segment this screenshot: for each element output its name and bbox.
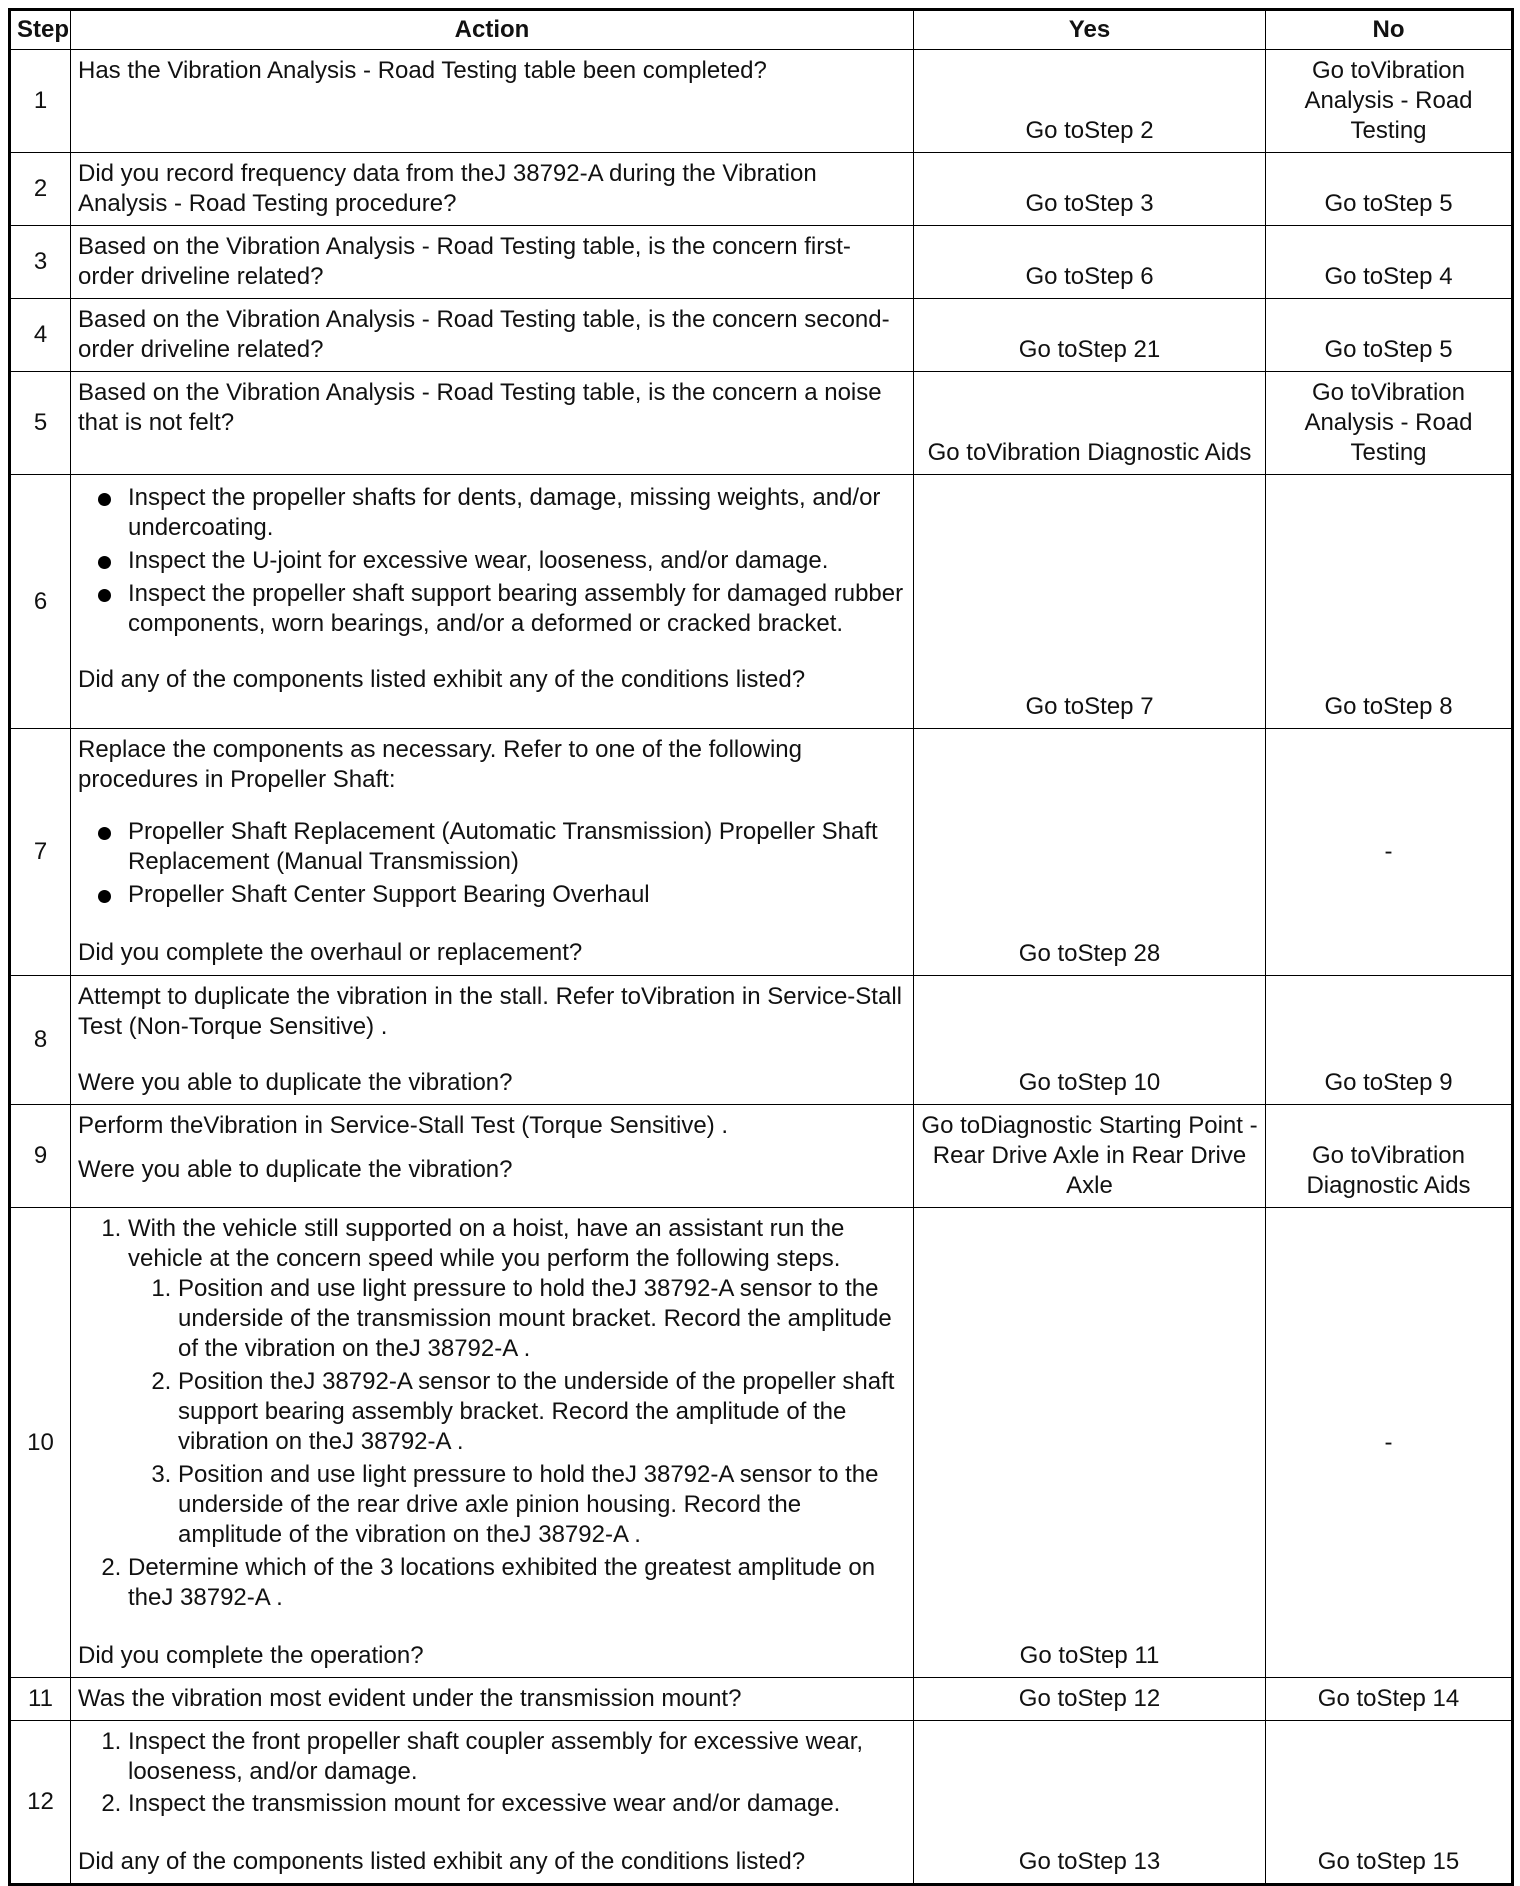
numbered-item: 2. Inspect the transmission mount for excessive wear and/or damage. [128,1789,906,1819]
action-text: Has the Vibration Analysis - Road Testing table been completed? [71,50,914,153]
header-yes: Yes [914,10,1266,50]
yes-link[interactable]: Go toDiagnostic Starting Point - Rear Drive Axle in Rear Drive Axle [914,1105,1266,1208]
table-row [10,299,1513,372]
yes-link[interactable]: Go toStep 28 [914,729,1266,976]
question-text: Did you complete the overhaul or replacement? [78,939,583,966]
no-link[interactable]: Go toStep 5 [1266,299,1513,372]
step-number: 9 [10,1105,71,1208]
numbered-item: 2. Determine which of the 3 locations exhibited the greatest amplitude on theJ 38792-A . [128,1553,906,1613]
numbered-list [78,1727,906,1819]
action-cell [71,1208,914,1678]
action-cell [71,729,914,976]
no-link[interactable]: Go toStep 8 [1266,475,1513,729]
yes-link[interactable]: Go toStep 2 [914,50,1266,153]
action-cell [71,1721,914,1885]
bullet-list [78,483,906,639]
yes-link[interactable]: Go toStep 21 [914,299,1266,372]
no-link: - [1266,729,1513,976]
header-no: No [1266,10,1513,50]
step-number: 11 [10,1678,71,1721]
action-text: Was the vibration most evident under the transmission mount? [71,1678,914,1721]
yes-link[interactable]: Go toStep 13 [914,1721,1266,1885]
action-text: Based on the Vibration Analysis - Road Testing table, is the concern first-order driveline related? [71,226,914,299]
table-row [10,1208,1513,1678]
no-link[interactable]: Go toStep 4 [1266,226,1513,299]
numbered-item [128,1214,906,1550]
action-cell [71,976,914,1105]
table-row [10,1678,1513,1721]
diagnostic-table [8,8,1514,1886]
action-text: Based on the Vibration Analysis - Road Testing table, is the concern a noise that is not felt? [71,372,914,475]
no-link[interactable]: Go toStep 5 [1266,153,1513,226]
step-number: 2 [10,153,71,226]
question-text: Did any of the components listed exhibit any of the conditions listed? [78,666,806,693]
action-cell [71,475,914,729]
table-row [10,226,1513,299]
table-row [10,1721,1513,1885]
header-action: Action [71,10,914,50]
intro-text: Replace the components as necessary. Refer to one of the following procedures in Propeller Shaft: [78,736,802,793]
sub-item: 1. Position and use light pressure to hold theJ 38792-A sensor to the underside of the transmission mount bracket. Record the amplitude of the vibration on theJ 38792-A . [178,1274,906,1364]
yes-link[interactable]: Go toStep 6 [914,226,1266,299]
no-link[interactable]: Go toVibration Diagnostic Aids [1266,1105,1513,1208]
numbered-item: 1. Inspect the front propeller shaft coupler assembly for excessive wear, looseness, and/or damage. [128,1727,906,1787]
question-text: Were you able to duplicate the vibration? [78,1156,513,1183]
table-row [10,729,1513,976]
yes-link[interactable]: Go toStep 10 [914,976,1266,1105]
yes-link[interactable]: Go toStep 7 [914,475,1266,729]
sub-list [128,1274,906,1550]
no-link[interactable]: Go toVibration Analysis - Road Testing [1266,372,1513,475]
question-text: Did any of the components listed exhibit any of the conditions listed? [78,1848,806,1875]
action-text: Did you record frequency data from theJ 38792-A during the Vibration Analysis - Road Testing procedure? [71,153,914,226]
action-text: Based on the Vibration Analysis - Road Testing table, is the concern second-order driveline related? [71,299,914,372]
yes-link[interactable]: Go toStep 11 [914,1208,1266,1678]
header-row [10,10,1513,50]
sub-item: 2. Position theJ 38792-A sensor to the underside of the propeller shaft support bearing assembly bracket. Record the amplitude of the vibration on theJ 38792-A . [178,1367,906,1457]
bullet-item: Inspect the propeller shaft support bearing assembly for damaged rubber components, worn bearings, and/or a deformed or cracked bracket. [128,579,906,639]
bullet-item: Inspect the U-joint for excessive wear, looseness, and/or damage. [128,546,906,576]
sub-item: 3. Position and use light pressure to hold theJ 38792-A sensor to the underside of the rear drive axle pinion housing. Record the amplitude of the vibration on theJ 38792-A . [178,1460,906,1550]
question-text: Were you able to duplicate the vibration? [78,1069,513,1096]
step-number: 6 [10,475,71,729]
numbered-item-text: With the vehicle still supported on a hoist, have an assistant run the vehicle at the concern speed while you perform the following steps. [128,1215,845,1272]
step-number: 7 [10,729,71,976]
no-link[interactable]: Go toStep 15 [1266,1721,1513,1885]
table-row [10,475,1513,729]
step-number: 4 [10,299,71,372]
step-number: 12 [10,1721,71,1885]
table-row [10,372,1513,475]
step-number: 1 [10,50,71,153]
no-link[interactable]: Go toStep 9 [1266,976,1513,1105]
yes-link[interactable]: Go toVibration Diagnostic Aids [914,372,1266,475]
no-link[interactable]: Go toStep 14 [1266,1678,1513,1721]
bullet-list [78,817,906,910]
yes-link[interactable]: Go toStep 12 [914,1678,1266,1721]
step-number: 5 [10,372,71,475]
yes-link[interactable]: Go toStep 3 [914,153,1266,226]
no-link[interactable]: Go toVibration Analysis - Road Testing [1266,50,1513,153]
table-row [10,153,1513,226]
bullet-item: Propeller Shaft Center Support Bearing Overhaul [128,880,906,910]
numbered-list [78,1214,906,1613]
step-number: 8 [10,976,71,1105]
header-step: Step [10,10,71,50]
intro-text: Attempt to duplicate the vibration in the stall. Refer toVibration in Service-Stall Test (Non-Torque Sensitive) . [78,983,902,1040]
step-number: 10 [10,1208,71,1678]
action-cell [71,1105,914,1208]
no-link: - [1266,1208,1513,1678]
step-number: 3 [10,226,71,299]
bullet-item: Inspect the propeller shafts for dents, damage, missing weights, and/or undercoating. [128,483,906,543]
intro-text: Perform theVibration in Service-Stall Test (Torque Sensitive) . [78,1112,729,1139]
table-row [10,976,1513,1105]
table-row [10,50,1513,153]
question-text: Did you complete the operation? [78,1642,424,1669]
table-row [10,1105,1513,1208]
bullet-item: Propeller Shaft Replacement (Automatic Transmission) Propeller Shaft Replacement (Manual Transmission) [128,817,906,877]
